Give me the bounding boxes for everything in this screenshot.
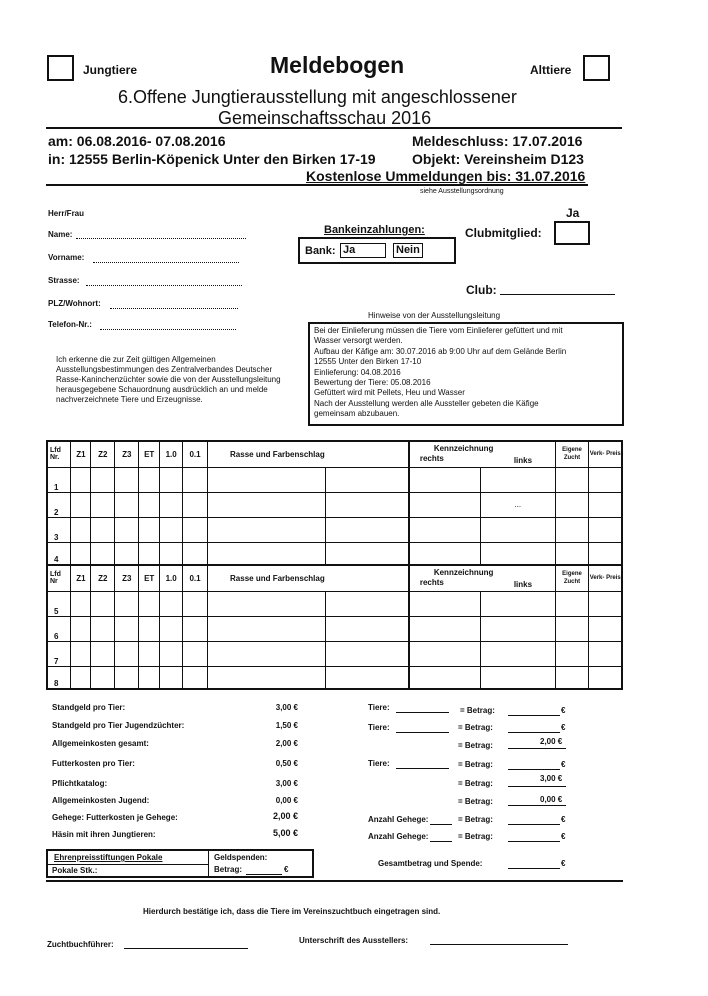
fee-label: Pflichtkatalog: <box>52 779 108 788</box>
header-eigene: Eigene Zucht <box>555 441 589 467</box>
fee-amount-field <box>508 786 566 787</box>
jungtiere-label: Jungtiere <box>83 63 138 77</box>
header-rasse <box>208 441 409 467</box>
siehe-ausstellungsordnung: siehe Ausstellungsordnung <box>420 188 504 195</box>
fee-value: 0,00 € <box>275 796 298 805</box>
declaration-text: Ich erkenne die zur Zeit gültigen Allgemeinen Ausstellungsbestimmungen des Zentralverbandes Deutscher Rasse-Kaninchenzüchter sowie die von der Ausstellungsleitung herausgegebene Schauordnung ausdrücklich an und melde nachverzeichnete Tiere und Erzeugnisse. <box>56 355 281 404</box>
fee-label: Allgemeinkosten gesamt: <box>52 739 149 748</box>
header-z3: Z3 <box>115 441 139 467</box>
name-label: Name: <box>48 230 73 239</box>
fee-betrag-label: = Betrag: <box>458 741 493 750</box>
kenn-label-2: Kennzeichnung <box>433 568 494 577</box>
kostenlose-ummeldungen: Kostenlose Ummeldungen bis: 31.07.2016 <box>306 168 586 184</box>
fee-betrag-label: = Betrag: <box>458 723 493 732</box>
fee-amount-field[interactable] <box>508 824 560 825</box>
geldspenden-label: Geldspenden: <box>214 853 268 862</box>
header-kennzeichnung-2 <box>409 565 555 591</box>
subtitle-line1: 6.Offene Jungtierausstellung mit angeschlossener <box>118 87 517 107</box>
confirmation-text: Hierdurch bestätige ich, dass die Tiere im Vereinszuchtbuch eingetragen sind. <box>143 907 441 916</box>
strasse-label: Strasse: <box>48 276 80 285</box>
bank-nein-option[interactable] <box>393 243 423 258</box>
club-field[interactable] <box>500 294 615 295</box>
ehrenpreis-title: Ehrenpreisstiftungen Pokale <box>54 853 163 862</box>
kenn-rechts-2: rechts <box>419 578 444 587</box>
name-field[interactable] <box>76 238 246 239</box>
hinweise-line: Aufbau der Käfige am: 30.07.2016 ab 9:00 Uhr auf dem Gelände Berlin <box>314 346 567 356</box>
clubmitglied-label: Clubmitglied: <box>465 226 542 240</box>
meldeschluss: Meldeschluss: 17.07.2016 <box>412 133 583 149</box>
plz-field[interactable] <box>110 308 238 309</box>
header-et-2: ET <box>139 565 160 591</box>
header-female-2: 0.1 <box>183 565 208 591</box>
header-verk: Verk- Preis <box>589 441 622 467</box>
bank-ja-option[interactable] <box>340 243 386 258</box>
fee-amount-field[interactable] <box>508 841 560 842</box>
row-number: 2 <box>47 492 71 517</box>
fee-count-field[interactable] <box>396 768 449 769</box>
header-z2: Z2 <box>91 441 115 467</box>
gesamtbetrag-field[interactable] <box>508 868 560 869</box>
row-number: 5 <box>47 591 71 616</box>
header-rasse-text: Rasse und Farbenschlag <box>230 449 325 459</box>
fee-value: 2,00 € <box>272 811 298 821</box>
bankeinzahlungen-title: Bankeinzahlungen: <box>324 224 425 236</box>
aussteller-signature-field[interactable] <box>430 944 568 945</box>
fee-count-field[interactable] <box>396 732 449 733</box>
alttiere-checkbox[interactable] <box>583 55 610 81</box>
fee-value: 3,00 € <box>275 703 298 712</box>
fee-amount: 3,00 € <box>540 774 563 783</box>
fee-euro: € <box>561 815 566 824</box>
gesamtbetrag-label: Gesamtbetrag und Spende: <box>378 859 483 868</box>
ehrenpreis-divider <box>48 864 208 865</box>
kenn-rechts: rechts <box>419 454 444 463</box>
header-z2-2: Z2 <box>91 565 115 591</box>
header-z1: Z1 <box>71 441 91 467</box>
fee-betrag-label: = Betrag: <box>458 832 493 841</box>
vorname-field[interactable] <box>93 262 239 263</box>
fee-mid-label: Anzahl Gehege: <box>368 815 429 824</box>
fee-amount-field[interactable] <box>508 769 560 770</box>
fee-euro: € <box>561 760 566 769</box>
strasse-field[interactable] <box>86 285 242 286</box>
plz-label: PLZ/Wohnort: <box>48 299 101 308</box>
hinweise-box <box>308 322 624 426</box>
fee-label: Standgeld pro Tier: <box>52 703 126 712</box>
geldspenden-field[interactable] <box>246 874 282 875</box>
entry-table <box>46 440 623 690</box>
hinweise-line: Wasser versorgt werden. <box>314 336 403 346</box>
row-number: 1 <box>47 467 71 492</box>
header-female: 0.1 <box>183 441 208 467</box>
telefon-label: Telefon-Nr.: <box>48 320 92 329</box>
fee-amount: 0,00 € <box>540 795 563 804</box>
fee-betrag-label: = Betrag: <box>458 815 493 824</box>
row-number: 4 <box>47 542 71 565</box>
fee-mid-label: Tiere: <box>368 703 390 712</box>
page-title: Meldebogen <box>270 52 405 78</box>
fee-mid-label: Tiere: <box>368 759 390 768</box>
fee-euro: € <box>561 832 566 841</box>
clubmitglied-checkbox[interactable] <box>554 221 590 245</box>
fee-value: 0,50 € <box>275 759 298 768</box>
herr-frau-label: Herr/Frau <box>48 209 85 218</box>
club-label: Club: <box>466 283 497 297</box>
subtitle-line2: Gemeinschaftsschau 2016 <box>218 108 432 128</box>
fee-betrag-label: = Betrag: <box>460 706 495 715</box>
header-rasse-text-2: Rasse und Farbenschlag <box>230 573 325 583</box>
hinweise-line: Gefüttert wird mit Pellets, Heu und Wasser <box>314 388 465 398</box>
header-z3-2: Z3 <box>115 565 139 591</box>
fee-count-field[interactable] <box>396 712 449 713</box>
bank-box <box>298 237 456 264</box>
hinweise-line: Bewertung der Tiere: 05.08.2016 <box>314 378 431 388</box>
telefon-field[interactable] <box>100 329 236 330</box>
fee-amount: 2,00 € <box>540 737 563 746</box>
fee-betrag-label: = Betrag: <box>458 779 493 788</box>
header-male: 1.0 <box>160 441 183 467</box>
pokale-label: Pokale Stk.: <box>52 866 98 875</box>
fee-amount-field[interactable] <box>508 715 560 716</box>
kenn-links-2: links <box>513 580 533 589</box>
footer-rule <box>46 880 623 882</box>
zuchtbuchfuehrer-signature-field[interactable] <box>124 948 248 949</box>
geldspenden-euro: € <box>284 865 289 874</box>
row-number: 6 <box>47 616 71 641</box>
fee-count-field[interactable] <box>430 841 452 842</box>
header-rule <box>46 127 622 129</box>
aussteller-signature-label: Unterschrift des Ausstellers: <box>299 936 409 945</box>
ehrenpreis-box <box>46 849 314 878</box>
fee-amount-field[interactable] <box>508 732 560 733</box>
hinweise-line: Einlieferung: 04.08.2016 <box>314 367 401 377</box>
kenn-label: Kennzeichnung <box>433 444 494 453</box>
fee-betrag-label: = Betrag: <box>458 797 493 806</box>
header-verk-2: Verk- Preis <box>589 565 622 591</box>
fee-amount-field <box>508 805 566 806</box>
fee-count-field[interactable] <box>430 824 452 825</box>
header-lfd: Lfd Nr. <box>47 441 71 467</box>
fee-label: Futterkosten pro Tier: <box>52 759 135 768</box>
event-location: in: 12555 Berlin-Köpenick Unter den Birken 17-19 <box>48 151 376 167</box>
kenn-links: links <box>513 456 533 465</box>
fee-value: 5,00 € <box>272 828 298 838</box>
fee-euro: € <box>561 723 566 732</box>
bank-nein-text: Nein <box>396 244 420 256</box>
header-lfd-2: Lfd Nr <box>47 565 71 591</box>
header-rasse-2 <box>208 565 409 591</box>
jungtiere-checkbox[interactable] <box>47 55 74 81</box>
event-rule <box>46 184 588 186</box>
row-dots: ... <box>480 492 555 517</box>
geldspenden-betrag-label: Betrag: <box>214 865 243 874</box>
club-ja-label: Ja <box>566 206 580 220</box>
fee-label: Standgeld pro Tier Jugendzüchter: <box>52 721 185 730</box>
fee-euro: € <box>561 706 566 715</box>
fee-label: Gehege: Futterkosten je Gehege: <box>52 813 178 822</box>
row-number: 3 <box>47 517 71 542</box>
header-et: ET <box>139 441 160 467</box>
header-male-2: 1.0 <box>160 565 183 591</box>
event-date: am: 06.08.2016- 07.08.2016 <box>48 133 226 149</box>
row-number: 7 <box>47 641 71 666</box>
header-z1-2: Z1 <box>71 565 91 591</box>
zuchtbuchfuehrer-label: Zuchtbuchführer: <box>47 940 114 949</box>
fee-label: Allgemeinkosten Jugend: <box>52 796 150 805</box>
hinweise-line: Bei der Einlieferung müssen die Tiere vom Einlieferer gefüttert und mit <box>314 326 563 335</box>
fee-value: 1,50 € <box>275 721 298 730</box>
alttiere-label: Alttiere <box>530 63 572 77</box>
bank-label: Bank: <box>305 245 336 257</box>
bank-ja-text: Ja <box>343 244 356 256</box>
fee-betrag-label: = Betrag: <box>458 760 493 769</box>
gesamtbetrag-euro: € <box>561 859 566 868</box>
vorname-label: Vorname: <box>48 253 85 262</box>
hinweise-line: 12555 Unter den Birken 17-10 <box>314 357 422 367</box>
fee-amount-field <box>508 748 566 749</box>
fee-label: Häsin mit ihren Jungtieren: <box>52 830 156 839</box>
hinweise-line: gemeinsam abzubauen. <box>314 409 400 419</box>
fee-mid-label: Anzahl Gehege: <box>368 832 429 841</box>
row-number: 8 <box>47 666 71 689</box>
fee-mid-label: Tiere: <box>368 723 390 732</box>
hinweise-line: Nach der Ausstellung werden alle Aussteller gebeten die Käfige <box>314 398 539 408</box>
header-eigene-2: Eigene Zucht <box>555 565 589 591</box>
header-kennzeichnung <box>409 441 555 467</box>
hinweise-title: Hinweise von der Ausstellungsleitung <box>368 311 501 320</box>
objekt: Objekt: Vereinsheim D123 <box>412 151 584 167</box>
fee-value: 3,00 € <box>275 779 298 788</box>
ehrenpreis-vline <box>208 851 209 876</box>
fee-value: 2,00 € <box>275 739 298 748</box>
